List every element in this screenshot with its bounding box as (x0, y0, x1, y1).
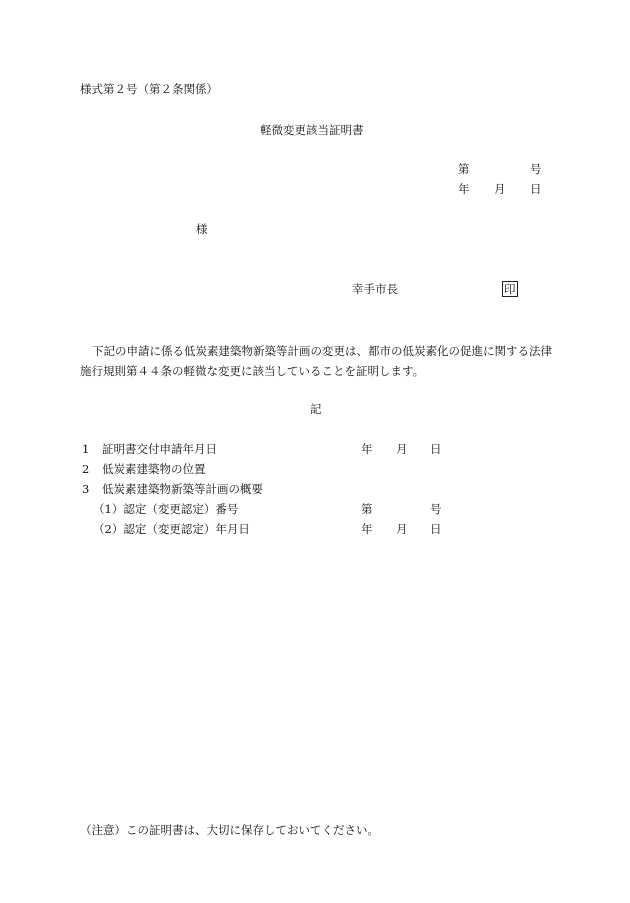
item-1-month: 月 (396, 442, 408, 456)
item-1-number: 1 (82, 442, 90, 456)
subitem-1-go: 号 (430, 502, 442, 516)
item-1-day: 日 (430, 442, 442, 456)
subitem-2-year: 年 (361, 522, 373, 536)
issuer-name: 幸手市長 (352, 282, 398, 296)
item-3-label: 低炭素建築物新築等計画の概要 (102, 482, 263, 496)
doc-number-go: 号 (530, 162, 542, 176)
subitem-2-month: 月 (396, 522, 408, 536)
document-title: 軽微変更該当証明書 (260, 123, 364, 137)
item-2-number: 2 (82, 462, 90, 476)
addressee-suffix: 様 (196, 222, 208, 236)
ki-heading: 記 (310, 402, 322, 416)
certification-body: 下記の申請に係る低炭素建築物新築等計画の変更は、都市の低炭素化の促進に関する法律施行規則第４４条の軽微な変更に該当していることを証明します。 (80, 344, 552, 378)
item-1-year: 年 (361, 442, 373, 456)
form-label: 様式第２号（第２条関係） (80, 82, 218, 96)
subitem-2-label: （2）認定（変更認定）年月日 (93, 522, 250, 536)
item-2-label: 低炭素建築物の位置 (102, 462, 206, 476)
item-1-label: 証明書交付申請年月日 (102, 442, 217, 456)
issuer-seal (502, 281, 518, 297)
issue-date-day: 日 (530, 182, 542, 196)
issue-date-year: 年 (458, 182, 470, 196)
subitem-1-label: （1）認定（変更認定）番号 (93, 502, 239, 516)
seal-mark: 印 (504, 282, 516, 296)
note: （注意）この証明書は、大切に保存しておいてください。 (80, 823, 379, 837)
item-3-number: 3 (82, 482, 90, 496)
subitem-1-dai: 第 (361, 502, 373, 516)
subitem-2-day: 日 (430, 522, 442, 536)
issue-date-month: 月 (494, 182, 506, 196)
doc-number-dai: 第 (458, 162, 470, 176)
